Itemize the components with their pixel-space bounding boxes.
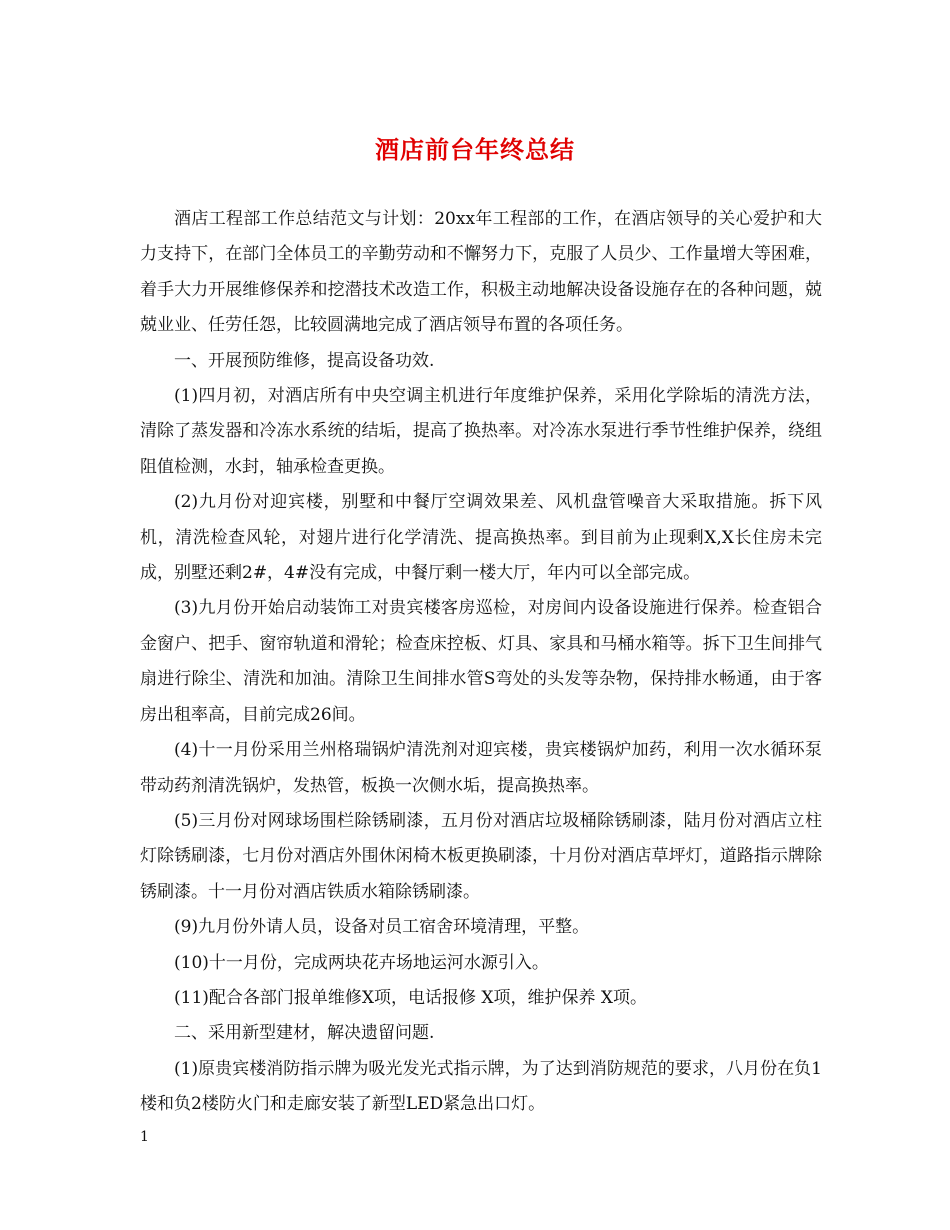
- document-title: 酒店前台年终总结: [375, 135, 575, 164]
- paragraph-item-1: (1)四月初，对酒店所有中央空调主机进行年度维护保养，采用化学除垢的清洗方法，清除了蒸发器和冷冻水系统的结垢，提高了换热率。对冷冻水泵进行季节性维护保养，绕组阻值检测，水封，轴承检查更换。: [140, 386, 822, 477]
- page-number: 1: [140, 1129, 149, 1145]
- paragraph-item-11: (11)配合各部门报单维修X项，电话报修 X项，维护保养 X项。: [174, 987, 648, 1008]
- section-heading-2: 二、采用新型建材，解决遗留问题.: [174, 1023, 435, 1044]
- paragraph-item-2: (2)九月份对迎宾楼，别墅和中餐厅空调效果差、风机盘管噪音大采取措施。拆下风机，清洗检查风轮，对翅片进行化学清洗、提高换热率。到目前为止现剩X,X长住房未完成，别墅还剩2#，4#没有完成，中餐厅剩一楼大厅，年内可以全部完成。: [140, 492, 822, 584]
- paragraph-item-9: (9)九月份外请人员，设备对员工宿舍环境清理，平整。: [174, 917, 590, 938]
- paragraph-section2-item-1: (1)原贵宾楼消防指示牌为吸光发光式指示牌，为了达到消防规范的要求，八月份在负1楼和负2楼防火门和走廊安装了新型LED紧急出口灯。: [140, 1058, 822, 1115]
- paragraph-intro: 酒店工程部工作总结范文与计划：20xx年工程部的工作，在酒店领导的关心爱护和大力支持下，在部门全体员工的辛勤劳动和不懈努力下，克服了人员少、工作量增大等困难，着手大力开展维修保养和挖潜技术改造工作，积极主动地解决设备设施存在的各种问题，兢兢业业、任劳任怨，比较圆满地完成了酒店领导布置的各项任务。: [140, 209, 822, 336]
- paragraph-item-4: (4)十一月份采用兰州格瑞锅炉清洗剂对迎宾楼，贵宾楼锅炉加药，利用一次水循环泵带动药剂清洗锅炉，发热管，板换一次侧水垢，提高换热率。: [140, 740, 822, 796]
- paragraph-item-10: (10)十一月份，完成两块花卉场地运河水源引入。: [174, 952, 549, 973]
- section-heading-1: 一、开展预防维修，提高设备功效.: [174, 350, 435, 371]
- paragraph-item-3: (3)九月份开始启动装饰工对贵宾楼客房巡检，对房间内设备设施进行保养。检查铝合金窗户、把手、窗帘轨道和滑轮；检查床控板、灯具、家具和马桶水箱等。拆下卫生间排气扇进行除尘、清洗和加油。清除卫生间排水管S弯处的头发等杂物，保持排水畅通，由于客房出租率高，目前完成26间。: [140, 598, 822, 725]
- document-body: [140, 202, 822, 1123]
- paragraph-item-5: (5)三月份对网球场围栏除锈刷漆，五月份对酒店垃圾桶除锈刷漆，陆月份对酒店立柱灯除锈刷漆，七月份对酒店外围休闲椅木板更换刷漆，十月份对酒店草坪灯，道路指示牌除锈刷漆。十一月份对酒店铁质水箱除锈刷漆。: [140, 810, 822, 902]
